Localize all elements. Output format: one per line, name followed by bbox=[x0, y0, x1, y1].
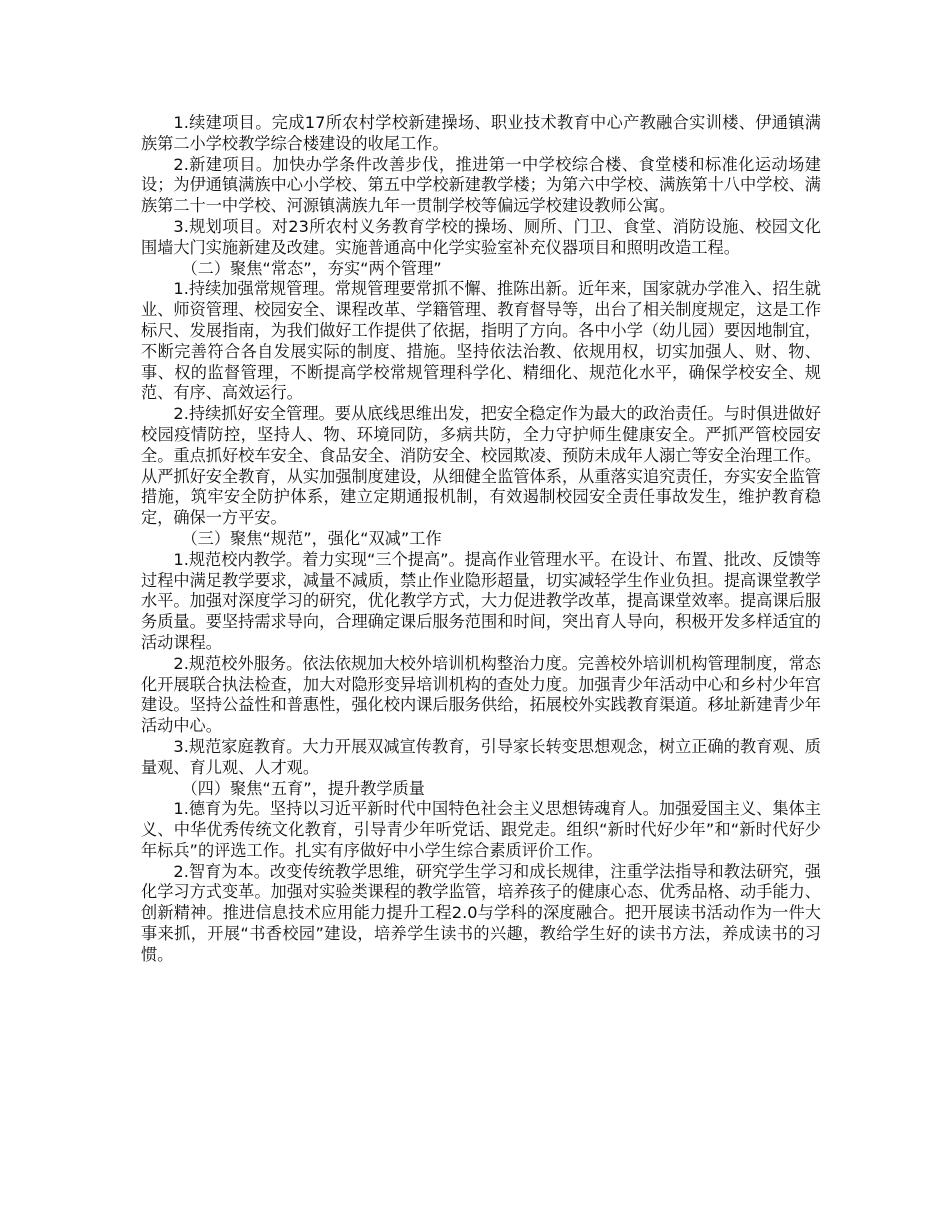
paragraph-in-school-teaching: 1.规范校内教学。着力实现“三个提高”。提高作业管理水平。在设计、布置、批改、反馈等过程中满足教学要求，减量不减质，禁止作业隐形超量，切实减轻学生作业负担。提高课堂教学水平。加强对深度学习的研究，优化教学方式，大力促进教学改革，提高课堂效率。提高课后服务质量。要坚持需求导向，合理确定课后服务范围和时间，突出育人导向，积极开发多样适宜的活动课程。 bbox=[141, 549, 821, 652]
paragraph-routine-management: 1.持续加强常规管理。常规管理要常抓不懈、推陈出新。近年来，国家就办学准入、招生就业、师资管理、校园安全、课程改革、学籍管理、教育督导等，出台了相关制度规定，这是工作标尺、发展指南，为我们做好工作提供了依据，指明了方向。各中小学（幼儿园）要因地制宜，不断完善符合各自发展实际的制度、措施。坚持依法治教、依规用权，切实加强人、财、物、事、权的监督管理，不断提高学校常规管理科学化、精细化、规范化水平，确保学校安全、规范、有序、高效运行。 bbox=[141, 279, 821, 403]
paragraph-continuing-projects: 1.续建项目。完成17所农村学校新建操场、职业技术教育中心产教融合实训楼、伊通镇满族第二小学校教学综合楼建设的收尾工作。 bbox=[141, 113, 821, 153]
paragraph-planned-projects: 3.规划项目。对23所农村义务教育学校的操场、厕所、门卫、食堂、消防设施、校园文化围墙大门实施新建及改建。实施普通高中化学实验室补充仪器项目和照明改造工程。 bbox=[141, 216, 821, 257]
paragraph-safety-management: 2.持续抓好安全管理。要从底线思维出发，把安全稳定作为最大的政治责任。与时俱进做好校园疫情防控，坚持人、物、环境同防，多病共防，全力守护师生健康安全。严抓严管校园安全。重点抓好校车安全、食品安全、消防安全、校园欺凌、预防未成年人溺亡等安全治理工作。从严抓好安全教育，从实加强制度建设，从细健全监管体系，从重落实追究责任，夯实安全监管措施，筑牢安全防护体系，建立定期通报机制，有效遏制校园安全责任事故发生，维护教育稳定，确保一方平安。 bbox=[141, 404, 821, 528]
paragraph-moral-education: 1.德育为先。坚持以习近平新时代中国特色社会主义思想铸魂育人。加强爱国主义、集体主义、中华优秀传统文化教育，引导青少年听党话、跟党走。组织“新时代好少年”和“新时代好少年标兵”的评选工作。扎实有序做好中小学生综合素质评价工作。 bbox=[141, 799, 821, 860]
paragraph-intellectual-education: 2.智育为本。改变传统教学思维，研究学生学习和成长规律，注重学法指导和教法研究，强化学习方式变革。加强对实验类课程的教学监管，培养孩子的健康心态、优秀品格、动手能力、创新精神。推进信息技术应用能力提升工程2.0与学科的深度融合。把开展读书活动作为一件大事来抓，开展“书香校园”建设，培养学生读书的兴趣，教给学生好的读书方法，养成读书的习惯。 bbox=[141, 861, 821, 964]
section-heading-2: （二）聚焦“常态”，夯实“两个管理” bbox=[181, 258, 442, 278]
paragraph-family-education: 3.规范家庭教育。大力开展双减宣传教育，引导家长转变思想观念，树立正确的教育观、质量观、育儿观、人才观。 bbox=[141, 736, 821, 777]
section-heading-3: （三）聚焦“规范”，强化“双减”工作 bbox=[181, 528, 442, 548]
document-page bbox=[141, 113, 821, 966]
paragraph-off-campus-services: 2.规范校外服务。依法依规加大校外培训机构整治力度。完善校外培训机构管理制度，常态化开展联合执法检查，加大对隐形变异培训机构的查处力度。加强青少年活动中心和乡村少年宫建设。坚持公益性和普惠性，强化校内课后服务供给，拓展校外实践教育渠道。移址新建青少年活动中心。 bbox=[141, 653, 821, 736]
paragraph-new-projects: 2.新建项目。加快办学条件改善步伐，推进第一中学校综合楼、食堂楼和标准化运动场建设；为伊通镇满族中心小学校、第五中学校新建教学楼；为第六中学校、满族第十八中学校、满族第二十一中学校、河源镇满族九年一贯制学校等偏远学校建设教师公寓。 bbox=[141, 154, 821, 216]
section-heading-4: （四）聚焦“五育”，提升教学质量 bbox=[181, 778, 425, 798]
